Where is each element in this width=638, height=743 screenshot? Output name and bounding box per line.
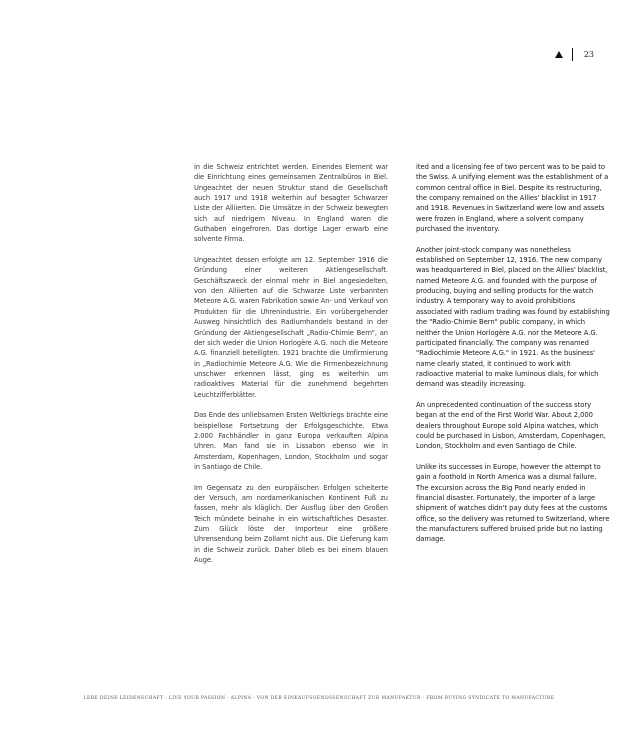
english-paragraph: Unlike its successes in Europe, however the attempt to gain a foothold in North America was a dismal failure. The excursion across the Big Pond nearly ended in financial disaster. Fortunately, the importer of a large shipment of watches didn't pay duty fees at the customs office, so the delivery was returned to Switzerland, where the manufacturers suffered bruised pride but no lasting damage. (416, 462, 610, 544)
english-text-column (416, 162, 610, 555)
german-paragraph: in die Schweiz entrichtet werden. Einendes Element war die Einrichtung eines gemeinsamen Zentralbüros in Biel. Ungeachtet der neuen Struktur stand die Gesellschaft auch 1917 und 1918 weiterhin auf besagter Schwarzer Liste der Alliierten. Die Umsätze in der Schweiz bewegten sich auf niedrigem Niveau. In England waren die Guthaben eingefroren. Das dortige Lager erwarb eine solvente Firma. (194, 163, 388, 244)
header-divider (572, 48, 573, 61)
page-header (555, 47, 594, 61)
english-paragraph: Another joint-stock company was nonetheless established on September 12, 1916. The new company was headquartered in Biel, placed on the Allies' blacklist, named Meteore A.G. and founded with the purpose of producing, buying and selling products for the watch industry. A temporary way to avoid prohibitions associated with radium trading was found by establishing the "Radio-Chimie Bern" public company, in which neither the Union Horlogère A.G. nor the Meteore A.G. participated financially. The company was renamed "Radiochimie Meteore A.G." in 1921. As the business' name clearly stated, it continued to work with radioactive material to make luminous dials, for which demand was steadily increasing. (416, 245, 610, 389)
page-number: 23 (583, 49, 594, 59)
german-paragraph: Ungeachtet dessen erfolgte am 12. September 1916 die Gründung einer weiteren Aktiengesellschaft. Geschäftszweck der einmal mehr in Biel angesiedelten, von den Alliierten auf die Schwarze Liste verbannten Meteore A.G. waren Fabrikation sowie An- und Verkauf von Produkten für die Uhrenindustrie. Ein vorübergehender Ausweg hinsichtlich des Radiumhandels bestand in der Gründung der Aktiengesellschaft „Radio-Chimie Bern“, an der sich weder die Union Horlogère A.G. noch die Meteore A.G. finanziell beteiligten. 1921 brachte die Umfirmierung in „Radiochimie Meteore A.G. Wie die Firmenbezeichnung unschwer erkennen lässt, ging es weiterhin um radioaktives Material für die zunehmend begehrten Leuchtzifferblätter. (194, 256, 388, 399)
english-paragraph: An unprecedented continuation of the success story began at the end of the First World War. About 2,000 dealers throughout Europe sold Alpina watches, which could be purchased in Lisbon, Amsterdam, Copenhagen, London, Stockholm and even Santiago de Chile. (416, 400, 606, 451)
german-paragraph: Im Gegensatz zu den europäischen Erfolgen scheiterte der Versuch, am nordamerikanischen Kontinent Fuß zu fassen, mehr als kläglich. Der Ausflug über den Großen Teich mündete beinahe in ein wirtschaftliches Desaster. Zum Glück löste der Importeur eine größere Uhrensendung beim Zollamt nicht aus. Die Lieferung kam in die Schweiz zurück. Daher blieb es bei einem blauen Auge. (194, 483, 388, 565)
german-paragraph: Das Ende des unliebsamen Ersten Weltkriegs brachte eine beispiellose Fortsetzung der Erfolgsgeschichte. Etwa 2.000 Fachhändler in ganz Europa verkauften Alpina Uhren. Man fand sie in Lissabon ebenso wie in Amsterdam, Kopenhagen, London, Stockholm und sogar in Santiago de Chile. (194, 411, 388, 471)
running-footer: LEBE DEINE LEIDENSCHAFT · LIVE YOUR PASSION · ALPINA · VON DER EINKAUFSGENOSSENSCHAFT ZUR MANUFAKTUR · FROM BUYING SYNDICATE TO MANUFACTURE (83, 696, 555, 701)
german-text-column (194, 162, 388, 576)
triangle-marker-icon (555, 51, 563, 58)
english-paragraph: ited and a licensing fee of two percent was to be paid to the Swiss. A unifying element was the establishment of a common central office in Biel. Despite its restructuring, the company remained on the Allies' blacklist in 1917 and 1918. Revenues in Switzerland were low and assets were frozen in England, where a solvent company purchased the inventory. (416, 163, 609, 234)
